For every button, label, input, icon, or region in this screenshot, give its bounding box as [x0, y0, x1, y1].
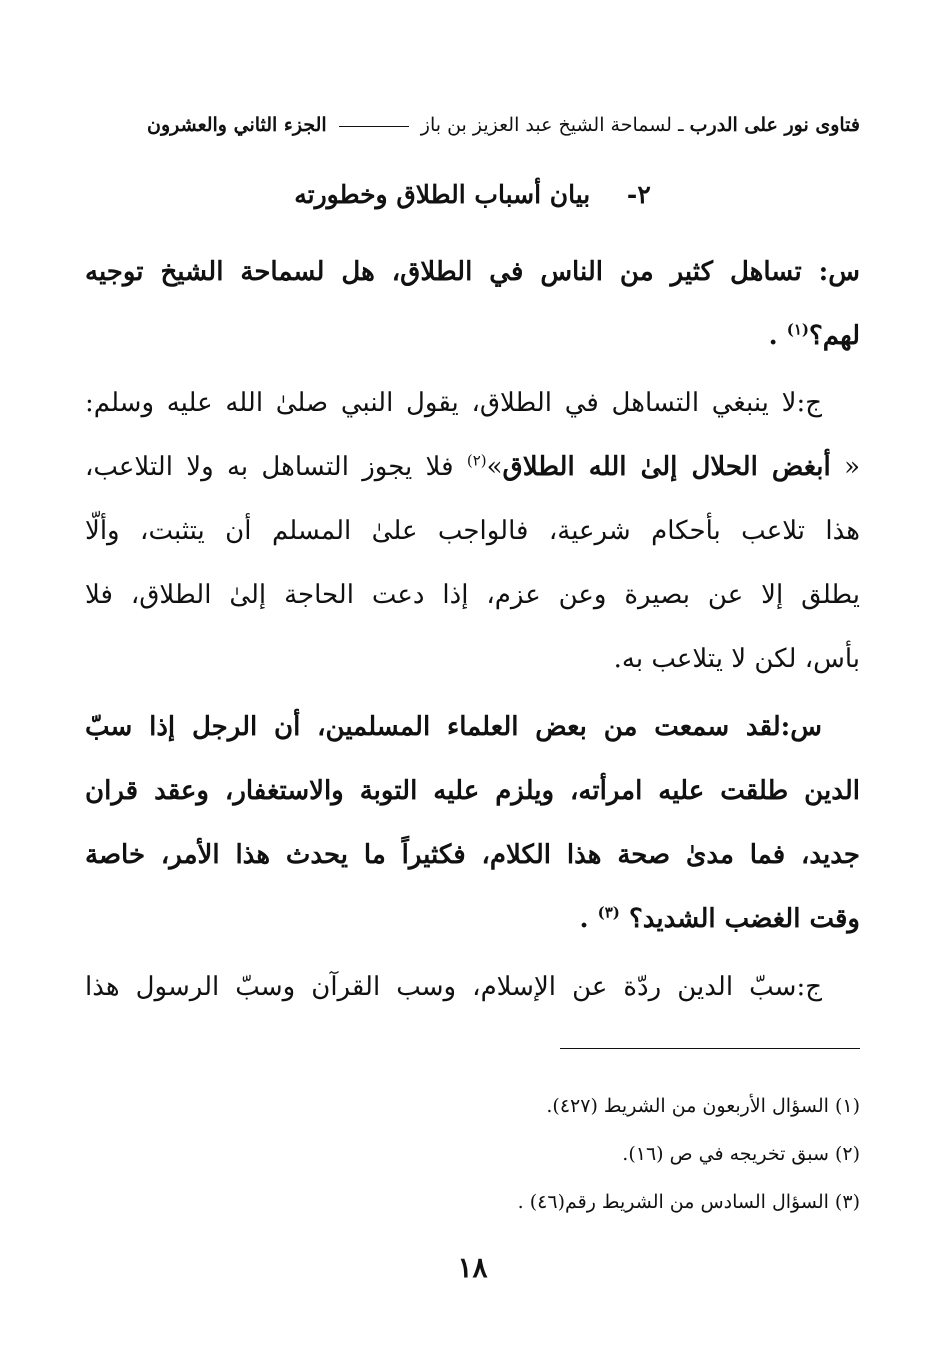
footnote-3: (٣) السؤال السادس من الشريط رقم(٤٦) .	[517, 1191, 860, 1213]
a2-line-1: ج:سبّ الدين ردّة عن الإسلام، وسب القرآن وسبّ الرسول هذا	[85, 972, 822, 1002]
a1-line-3: هذا تلاعب بأحكام شرعية، فالواجب علىٰ المسلم أن يتثبت، وألّا	[85, 516, 860, 546]
volume-label: الجزء الثاني والعشرون	[147, 114, 327, 136]
a1-line-4: يطلق إلا عن بصيرة وعن عزم، إذا دعت الحاجة إلىٰ الطلاق، فلا	[85, 580, 860, 610]
footnote-2: (٢) سبق تخريجه في ص (١٦).	[622, 1143, 860, 1165]
footnotes	[85, 1082, 860, 1226]
q2-line-1: س:لقد سمعت من بعض العلماء المسلمين، أن الرجل إذا سبّ	[85, 712, 822, 742]
question-2	[85, 695, 860, 951]
footnote-1: (١) السؤال الأربعون من الشريط (٤٢٧).	[546, 1095, 860, 1117]
a1-line-5: بأس، لكن لا يتلاعب به.	[613, 644, 860, 674]
footnote-ref-1: (١)	[786, 320, 809, 339]
author-name: لسماحة الشيخ عبد العزيز بن باز	[420, 114, 672, 136]
a1-line-1: ج:لا ينبغي التساهل في الطلاق، يقول النبي صلىٰ الله عليه وسلم:	[85, 388, 822, 418]
footnote-rule	[560, 1048, 860, 1049]
q1-line-2: لهم؟$^{(١)}$ .	[768, 320, 860, 351]
a1-line-2: « أبغض الحلال إلىٰ الله الطلاق»$^{(٢)}$ فلا يجوز التساهل به ولا التلاعب،	[85, 451, 860, 482]
q1-line-1: س: تساهل كثير من الناس في الطلاق، هل لسماحة الشيخ توجيه	[85, 257, 860, 287]
question-1	[85, 240, 860, 368]
answer-1	[85, 371, 860, 691]
book-title: فتاوى نور على الدرب	[689, 114, 860, 136]
header-separator: ـ	[678, 114, 684, 136]
answer-2	[85, 955, 860, 1019]
running-header	[85, 110, 860, 140]
q2-line-4: وقت الغضب الشديد؟ $^{(٣)}$ .	[579, 903, 860, 934]
section-title	[0, 175, 945, 215]
q2-line-3: جديد، فما مدىٰ صحة هذا الكلام، فكثيراً ما يحدث هذا الأمر، خاصة	[85, 840, 860, 870]
page-number: ١٨	[457, 1251, 488, 1284]
section-title-text: بيان أسباب الطلاق وخطورته	[294, 180, 591, 209]
section-number: ٢-	[626, 180, 651, 209]
footnote-ref-2: (٢)	[466, 451, 487, 470]
header-dash-line	[339, 126, 409, 127]
footnote-ref-3: (٣)	[597, 903, 620, 922]
q2-line-2: الدين طلقت عليه امرأته، ويلزم عليه التوبة والاستغفار، وعقد قران	[85, 776, 860, 806]
hadith-text: أبغض الحلال إلىٰ الله الطلاق	[502, 452, 831, 482]
